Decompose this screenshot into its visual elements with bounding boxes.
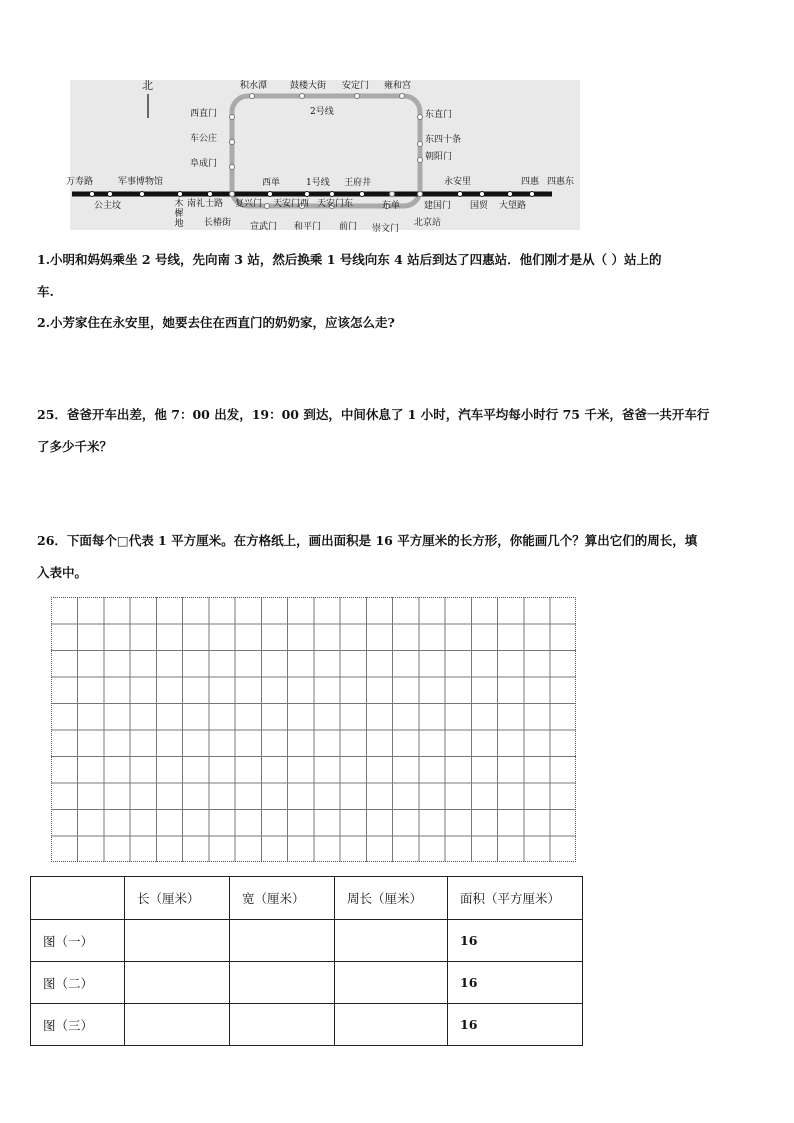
header-cell: [31, 877, 125, 920]
width-cell[interactable]: [230, 920, 335, 962]
length-cell[interactable]: [125, 920, 230, 962]
station-changchunjie: 长椿街: [204, 218, 232, 228]
station-dongdan: 东单: [382, 201, 401, 211]
line2-label: 2号线: [310, 107, 334, 117]
header-cell: 宽（厘米）: [230, 877, 335, 920]
station-gulou: 鼓楼大街: [290, 81, 327, 91]
subway-map: [62, 72, 582, 232]
station-junshi: 军事博物馆: [118, 177, 164, 187]
header-cell: 周长（厘米）: [335, 877, 448, 920]
row-label: 图（一）: [31, 920, 125, 962]
station-yonghegong: 雍和宫: [384, 81, 412, 91]
station-sihuidong: 四惠东: [547, 177, 575, 187]
question-1-line1: 1.小明和妈妈乘坐 2 号线，先向南 3 站，然后换乘 1 号线向东 4 站后到达了四惠站．他们刚才是从（ ）站上的: [37, 252, 662, 267]
row-label: 图（二）: [31, 962, 125, 1004]
station-nanlishilu: 南礼士路: [187, 199, 224, 209]
header-cell: 面积（平方厘米）: [448, 877, 583, 920]
header-cell: 长（厘米）: [125, 877, 230, 920]
station-fuxingmen: 复兴门: [235, 199, 263, 209]
table-row: [31, 962, 583, 1004]
grid-paper[interactable]: [51, 597, 576, 862]
table-header-row: [31, 877, 583, 920]
station-jishuitan: 积水潭: [240, 81, 268, 91]
question-25-line2: 了多少千米？: [37, 439, 113, 454]
question-1-line2: 车.: [37, 284, 54, 299]
station-beijingzhan: 北京站: [414, 218, 442, 228]
line1-label: 1号线: [306, 178, 330, 188]
length-cell[interactable]: [125, 962, 230, 1004]
station-xuanwumen: 宣武门: [250, 222, 278, 232]
station-andingmen: 安定门: [342, 81, 370, 91]
station-sihui: 四惠: [521, 177, 540, 187]
length-cell[interactable]: [125, 1004, 230, 1046]
question-26-line1: 26．下面每个□代表 1 平方厘米。在方格纸上，画出面积是 16 平方厘米的长方形，你能画几个？算出它们的周长，填: [37, 533, 698, 548]
station-gongzhufen: 公主坟: [94, 201, 122, 211]
area-cell: 16: [448, 920, 583, 962]
width-cell[interactable]: [230, 962, 335, 1004]
station-guomao: 国贸: [470, 201, 489, 211]
width-cell[interactable]: [230, 1004, 335, 1046]
north-label: 北: [142, 79, 153, 92]
station-hepingmen: 和平门: [294, 222, 322, 232]
station-wanshoulu: 万寿路: [66, 177, 94, 187]
station-xidan: 西单: [262, 178, 281, 188]
station-yonganli: 永安里: [444, 177, 472, 187]
area-cell: 16: [448, 962, 583, 1004]
area-cell: 16: [448, 1004, 583, 1046]
perimeter-cell[interactable]: [335, 1004, 448, 1046]
perimeter-cell[interactable]: [335, 920, 448, 962]
station-dongzhimen: 东直门: [425, 110, 453, 120]
question-26-line2: 入表中。: [37, 565, 88, 580]
question-2: 2.小芳家住在永安里，她要去住在西直门的奶奶家，应该怎么走?: [37, 315, 395, 330]
question-25-line1: 25．爸爸开车出差，他 7：00 出发，19：00 到达，中间休息了 1 小时，汽车平均每小时行 75 千米，爸爸一共开车行: [37, 407, 710, 422]
station-wangfujing: 王府井: [344, 178, 372, 188]
station-dawanglu: 大望路: [499, 201, 527, 211]
table-row: [31, 1004, 583, 1046]
station-xizhimen: 西直门: [190, 109, 218, 119]
station-chongwenmen: 崇文门: [372, 224, 400, 234]
row-label: 图（三）: [31, 1004, 125, 1046]
station-dongsishitiao: 东四十条: [425, 135, 462, 145]
station-chegongzhuang: 车公庄: [190, 134, 218, 144]
station-fuchengmen: 阜成门: [190, 159, 218, 169]
table-row: [31, 920, 583, 962]
station-jianguomen: 建国门: [424, 201, 452, 211]
station-tiananmendong: 天安门东: [317, 199, 354, 209]
perimeter-cell[interactable]: [335, 962, 448, 1004]
answer-table: [30, 876, 583, 1046]
station-tiananmenxi: 天安门西: [273, 199, 310, 209]
station-qianmen: 前门: [339, 222, 358, 232]
station-muxidi: 木樨地: [174, 199, 184, 229]
station-chaoyangmen: 朝阳门: [425, 152, 453, 162]
